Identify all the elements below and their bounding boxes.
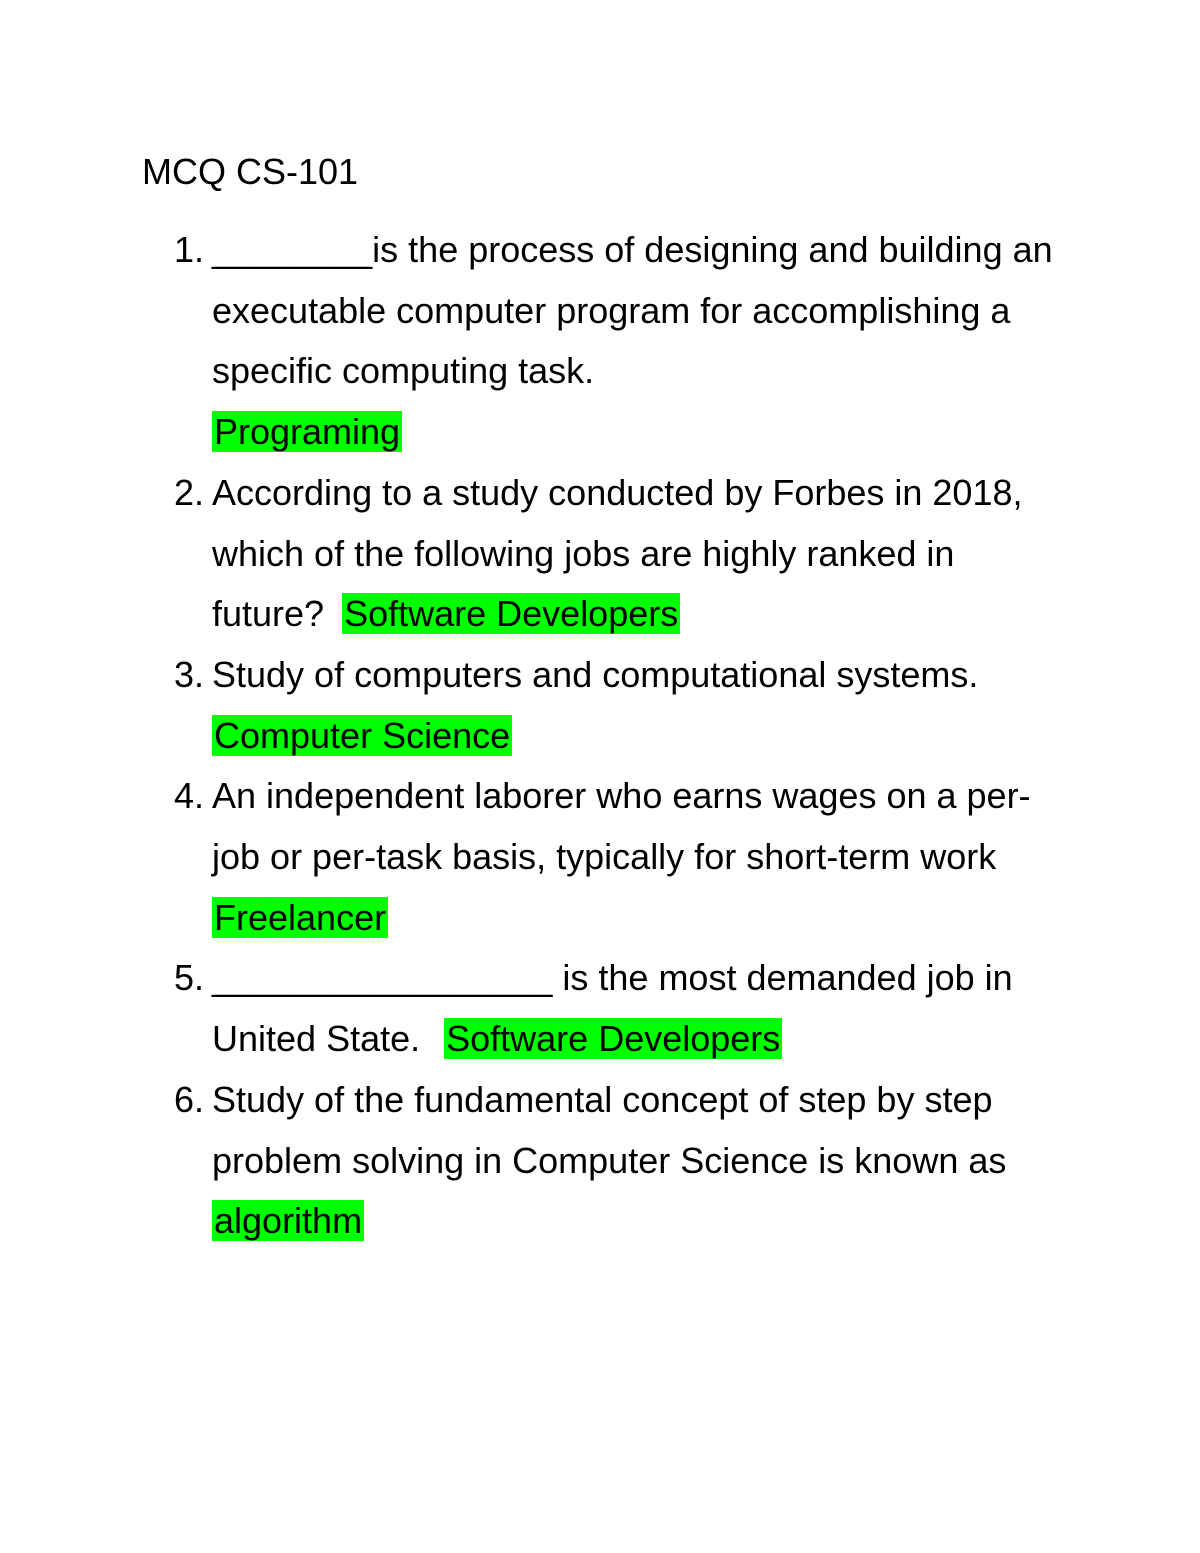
question-number: 3. (174, 653, 205, 695)
question-list (0, 220, 1200, 1252)
question-text: Study of the fundamental concept of step by step problem solving in Computer Science is known as (212, 1078, 1007, 1181)
question-number: 5. (174, 957, 205, 999)
question-number: 6. (174, 1078, 205, 1120)
answer-blank: ________ (212, 229, 373, 270)
answer-blank: _________________ (212, 957, 553, 999)
question-text: According to a study conducted by Forbes in 2018, which of the following jobs are highly ranked in future? (212, 471, 1023, 635)
answer-highlight: Software Developers (344, 593, 679, 635)
question-2 (0, 463, 1072, 645)
answer-highlight: Computer Science (214, 714, 511, 756)
question-number: 2. (174, 471, 205, 513)
question-5 (0, 948, 1072, 1069)
question-text: is the process of designing and building an executable computer program for accomplishing a specific computing task. (212, 229, 1053, 392)
question-6 (0, 1070, 1072, 1252)
question-4 (0, 766, 1072, 948)
question-1 (0, 220, 1072, 463)
question-number: 1. (174, 229, 205, 270)
answer-highlight: Programing (214, 411, 401, 453)
answer-highlight: algorithm (214, 1200, 363, 1242)
question-text: is the most demanded job in United State. (212, 957, 1013, 1060)
answer-highlight: Software Developers (446, 1018, 781, 1060)
question-text: An independent laborer who earns wages on a per-job or per-task basis, typically for short-term work (212, 775, 1031, 878)
question-text: Study of computers and computational systems. (212, 653, 979, 695)
question-number: 4. (174, 775, 205, 817)
document-title: MCQ CS-101 (142, 151, 359, 192)
question-3 (0, 645, 1072, 766)
answer-highlight: Freelancer (214, 896, 387, 938)
